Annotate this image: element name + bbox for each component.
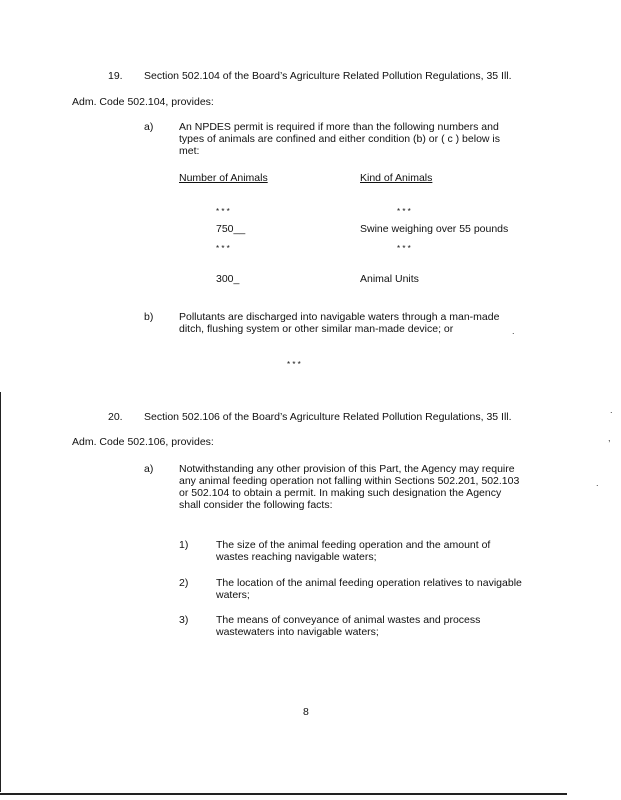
page-number: 8	[303, 706, 309, 718]
table-cell-kind: Animal Units	[360, 273, 419, 285]
list-item-number: 2)	[179, 577, 189, 589]
section-separator: * * *	[287, 360, 301, 369]
table-cell-kind: Swine weighing over 55 pounds	[360, 223, 509, 235]
section-19-heading-continued: Adm. Code 502.104, provides:	[72, 96, 214, 108]
clause-a-line: types of animals are confined and either condition (b) or ( c ) below is	[179, 133, 500, 145]
scan-speck: ,	[608, 433, 611, 443]
scan-speck: .	[610, 405, 613, 415]
section-20-number: 20.	[108, 411, 123, 423]
clause-a-label: a)	[144, 463, 154, 475]
list-item-number: 3)	[179, 614, 189, 626]
clause-a-line: Notwithstanding any other provision of this Part, the Agency may require	[179, 463, 515, 475]
table-ellipsis: * * *	[216, 244, 230, 253]
table-cell-number: 300_	[216, 273, 240, 285]
clause-a-line: An NPDES permit is required if more than the following numbers and	[179, 121, 499, 133]
table-header-kind-of-animals: Kind of Animals	[360, 172, 433, 184]
clause-b-line: Pollutants are discharged into navigable waters through a man-made	[179, 311, 500, 323]
scan-bottom-line	[0, 793, 567, 795]
clause-a-line: met:	[179, 145, 200, 157]
list-item-line: The location of the animal feeding operation relatives to navigable	[216, 577, 522, 589]
clause-a-line: shall consider the following facts:	[179, 499, 333, 511]
table-ellipsis: * * *	[397, 207, 411, 216]
section-20-heading: Section 502.106 of the Board’s Agriculture Related Pollution Regulations, 35 Ill.	[144, 411, 512, 423]
clause-a-line: any animal feeding operation not falling within Sections 502.201, 502.103	[179, 475, 520, 487]
clause-a-label: a)	[144, 121, 154, 133]
list-item-line: wastes reaching navigable waters;	[216, 551, 377, 563]
table-ellipsis: * * *	[397, 244, 411, 253]
table-cell-number: 750__	[216, 223, 246, 235]
clause-b-line: ditch, flushing system or other similar man-made device; or	[179, 323, 454, 335]
list-item-line: The means of conveyance of animal wastes and process	[216, 614, 481, 626]
scan-speck: .	[596, 478, 599, 488]
list-item-line: waters;	[216, 589, 250, 601]
scan-edge-line	[0, 392, 1, 792]
clause-a-line: or 502.104 to obtain a permit. In making such designation the Agency	[179, 487, 502, 499]
section-20-heading-continued: Adm. Code 502.106, provides:	[72, 436, 214, 448]
table-header-number-of-animals: Number of Animals	[179, 172, 268, 184]
list-item-line: The size of the animal feeding operation and the amount of	[216, 539, 491, 551]
table-ellipsis: * * *	[216, 207, 230, 216]
list-item-line: wastewaters into navigable waters;	[216, 626, 379, 638]
list-item-number: 1)	[179, 539, 189, 551]
scan-speck: .	[512, 326, 515, 336]
section-19-heading: Section 502.104 of the Board’s Agriculture Related Pollution Regulations, 35 Ill.	[144, 70, 512, 82]
clause-b-label: b)	[144, 311, 154, 323]
section-19-number: 19.	[108, 70, 123, 82]
